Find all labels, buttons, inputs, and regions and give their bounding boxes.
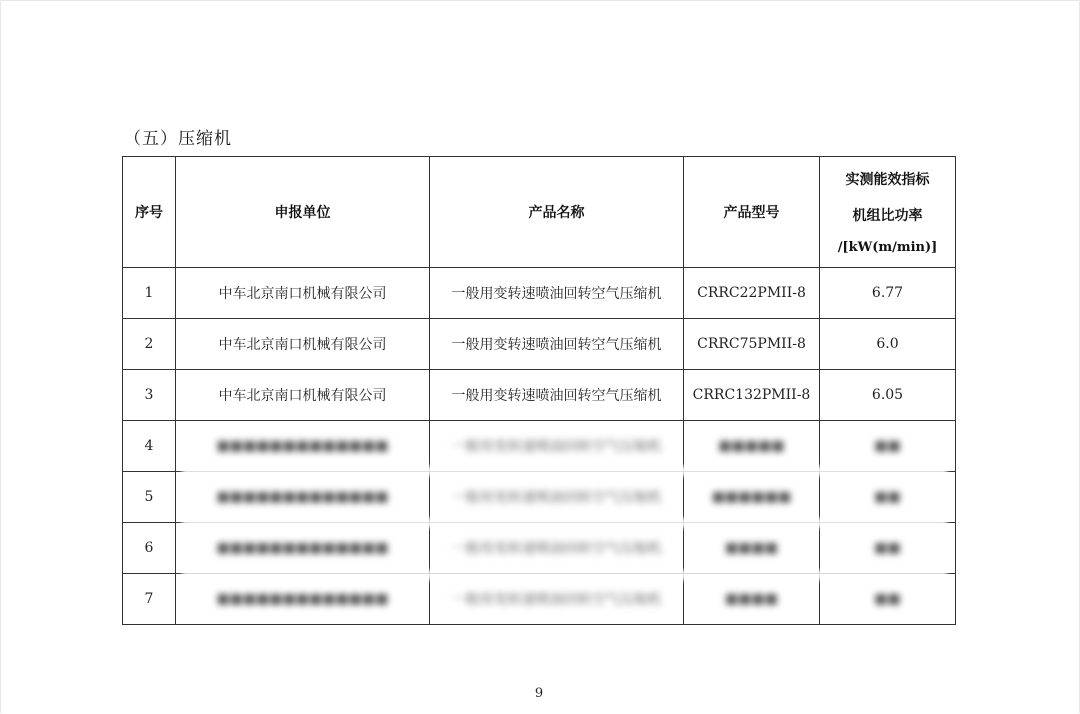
row-index: 5 [123, 472, 176, 523]
row-index: 3 [123, 370, 176, 421]
table-header-row [123, 157, 956, 268]
row-index: 6 [123, 523, 176, 574]
row-index: 4 [123, 421, 176, 472]
header-model: 产品型号 [684, 157, 820, 268]
row-product-redacted: 一般用变转速喷油回转空气压缩机 [430, 421, 684, 472]
compressor-table [122, 156, 956, 625]
row-model: CRRC75PMII-8 [684, 319, 820, 370]
section-title: （五）压缩机 [124, 129, 232, 149]
table-row [123, 472, 956, 523]
row-model: CRRC22PMII-8 [684, 268, 820, 319]
row-value-redacted: ■■ [820, 523, 956, 574]
table-row [123, 574, 956, 625]
row-model-redacted: ■■■■■■ [684, 472, 820, 523]
row-company-redacted: ■■■■■■■■■■■■■ [176, 574, 430, 625]
row-value: 6.05 [820, 370, 956, 421]
header-efficiency-line2: 机组比功率 [852, 208, 923, 224]
row-index: 1 [123, 268, 176, 319]
row-company: 中车北京南口机械有限公司 [176, 268, 430, 319]
row-product: 一般用变转速喷油回转空气压缩机 [430, 268, 684, 319]
header-product-name: 产品名称 [430, 157, 684, 268]
row-value-redacted: ■■ [820, 472, 956, 523]
row-company: 中车北京南口机械有限公司 [176, 370, 430, 421]
row-model-redacted: ■■■■ [684, 523, 820, 574]
row-product: 一般用变转速喷油回转空气压缩机 [430, 370, 684, 421]
header-efficiency [820, 157, 956, 268]
table-row [123, 268, 956, 319]
row-value: 6.0 [820, 319, 956, 370]
row-company-redacted: ■■■■■■■■■■■■■ [176, 523, 430, 574]
table-row [123, 319, 956, 370]
row-product: 一般用变转速喷油回转空气压缩机 [430, 319, 684, 370]
table-row [123, 421, 956, 472]
table-row [123, 523, 956, 574]
row-value-redacted: ■■ [820, 574, 956, 625]
row-model-redacted: ■■■■ [684, 574, 820, 625]
row-index: 2 [123, 319, 176, 370]
row-product-redacted: 一般用变转速喷油回转空气压缩机 [430, 472, 684, 523]
row-value: 6.77 [820, 268, 956, 319]
row-index: 7 [123, 574, 176, 625]
page-number: 9 [534, 686, 544, 701]
row-model: CRRC132PMII-8 [684, 370, 820, 421]
row-company: 中车北京南口机械有限公司 [176, 319, 430, 370]
row-product-redacted: 一般用变转速喷油回转空气压缩机 [430, 574, 684, 625]
header-efficiency-unit: /[kW(m/min)] [837, 240, 938, 255]
table-row [123, 370, 956, 421]
row-model-redacted: ■■■■■ [684, 421, 820, 472]
header-company: 申报单位 [176, 157, 430, 268]
header-efficiency-line1: 实测能效指标 [845, 172, 930, 188]
row-value-redacted: ■■ [820, 421, 956, 472]
row-company-redacted: ■■■■■■■■■■■■■ [176, 472, 430, 523]
row-product-redacted: 一般用变转速喷油回转空气压缩机 [430, 523, 684, 574]
header-index: 序号 [123, 157, 176, 268]
row-company-redacted: ■■■■■■■■■■■■■ [176, 421, 430, 472]
